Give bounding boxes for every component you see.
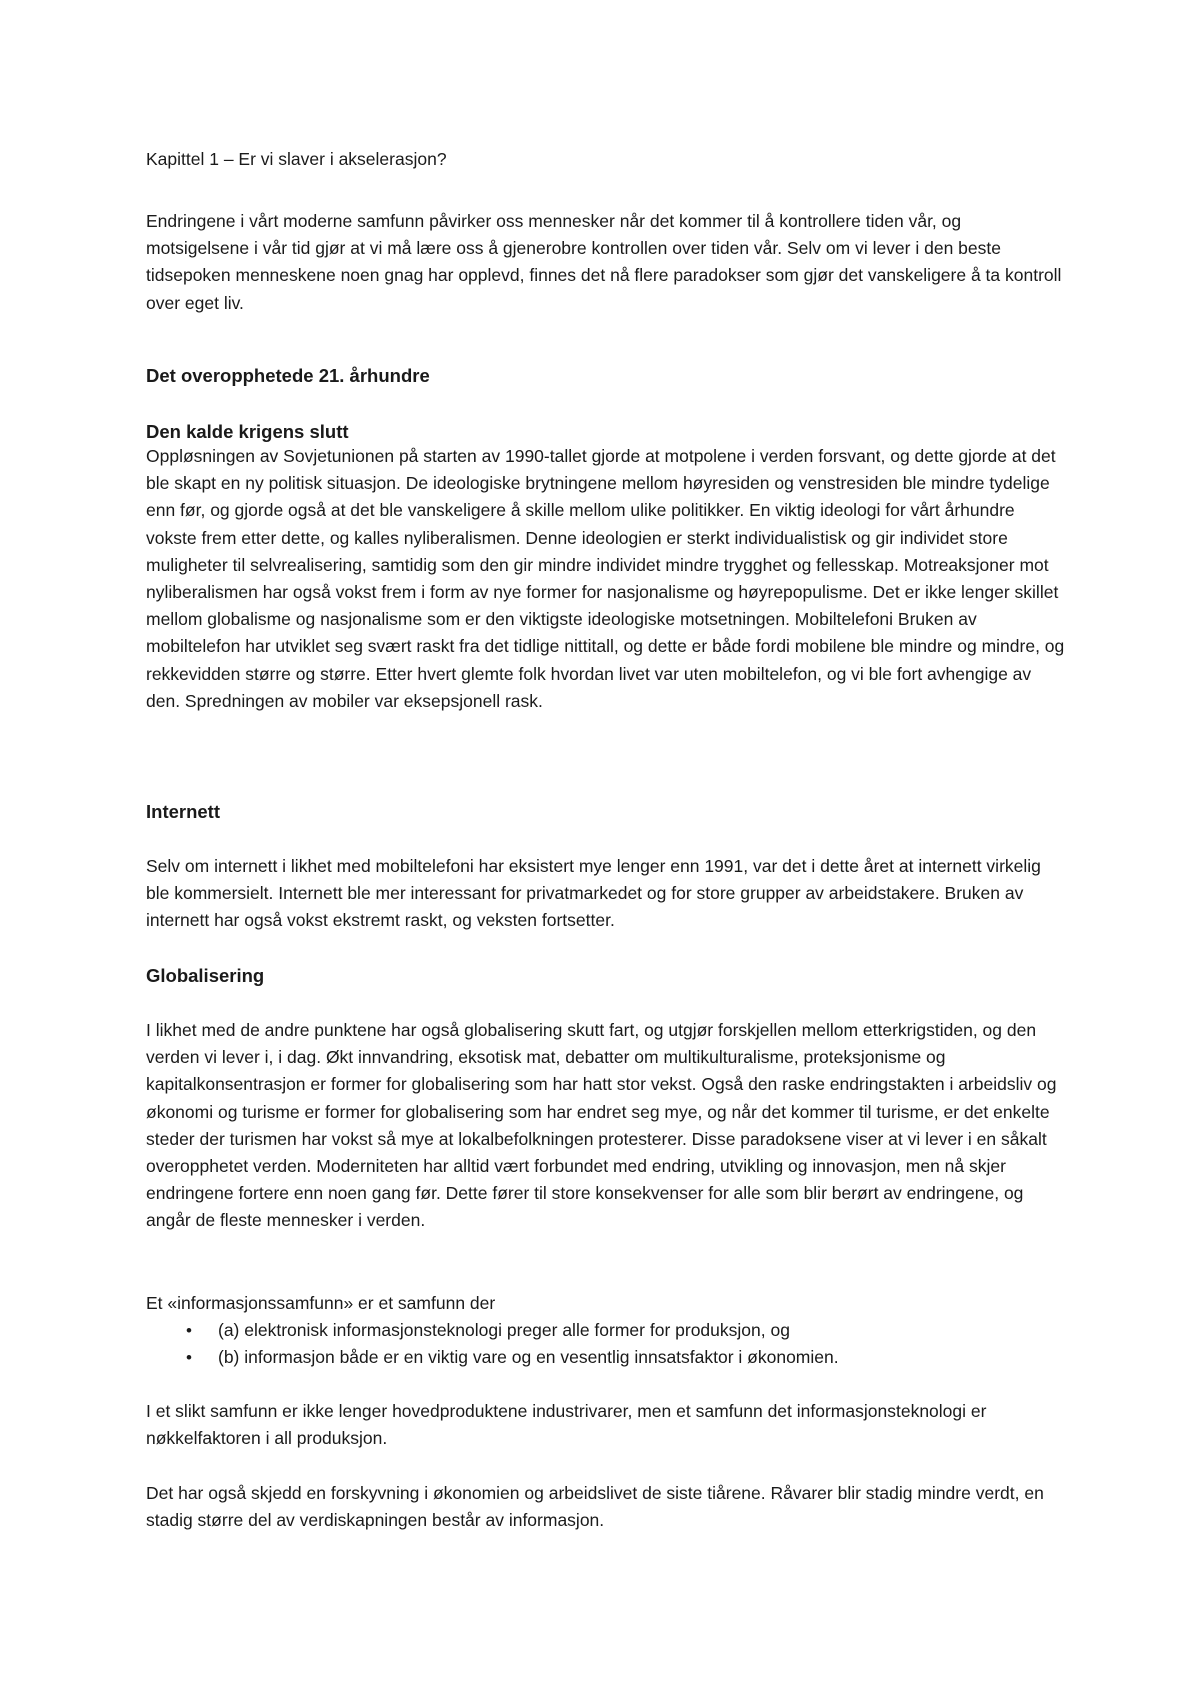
cold-war-paragraph: Oppløsningen av Sovjetunionen på starten av 1990-tallet gjorde at motpolene i verden forsvant, og dette gjorde at det ble skapt en ny politisk situasjon. De ideologiske brytningene mellom høyresiden og venstresiden ble mindre tydelige enn før, og gjorde også at det ble vanskeligere å skille mellom ulike politikker. En viktig ideologi for vårt århundre vokste frem etter dette, og kalles nyliberalismen. Denne ideologien er sterkt individualistisk og gir individet store muligheter til selvrealisering, samtidig som den gir mindre individet mindre trygghet og fellesskap. Motreaksjoner mot nyliberalismen har også vokst frem i form av nye former for nasjonalisme og høyrepopulisme. Det er ikke lenger skillet mellom globalisme og nasjonalisme som er den viktigste ideologiske motsetningen. Mobiltelefoni Bruken av mobiltelefon har utviklet seg svært raskt fra det tidlige nittitall, og dette er både fordi mobilene ble mindre og mindre, og rekkevidden større og større. Etter hvert glemte folk hvordan livet var uten mobiltelefon, og vi ble fort avhengige av den. Spredningen av mobiler var eksepsjonell rask. — [146, 446, 1065, 711]
section-heading: Det overopphetede 21. århundre — [146, 365, 430, 386]
chapter-title: Kapittel 1 – Er vi slaver i akselerasjon? — [146, 149, 447, 169]
list-item-text: (b) informasjon både er en viktig vare og en vesentlig innsatsfaktor i økonomien. — [218, 1347, 839, 1368]
intro-paragraph: Endringene i vårt moderne samfunn påvirker oss mennesker når det kommer til å kontrollere tiden vår, og motsigelsene i vår tid gjør at vi må lære oss å gjenerobre kontrollen over tiden vår. Selv om vi lever i den beste tidsepoken menneskene noen gnag har opplevd, finnes det nå flere paradokser som gjør det vanskeligere å ta kontroll over eget liv. — [146, 211, 1062, 313]
globalization-heading: Globalisering — [146, 965, 265, 986]
internet-paragraph: Selv om internett i likhet med mobiltelefoni har eksistert mye lenger enn 1991, var det i dette året at internett virkelig ble kommersielt. Internett ble mer interessant for privatmarkedet og for store grupper av arbeidstakere. Bruken av internett har også vokst ekstremt raskt, og veksten fortsetter. — [146, 856, 1041, 931]
cold-war-heading: Den kalde krigens slutt — [146, 421, 349, 442]
list-item-text: (a) elektronisk informasjonsteknologi preger alle former for produksjon, og — [218, 1320, 790, 1340]
info-society-paragraph-1: I et slikt samfunn er ikke lenger hovedproduktene industrivarer, men et samfunn det informasjonsteknologi er nøkkelfaktoren i all produksjon. — [146, 1401, 987, 1449]
info-society-list — [146, 1317, 1066, 1371]
internet-heading: Internett — [146, 801, 220, 822]
bullet-icon: • — [186, 1348, 192, 1368]
info-society-intro: Et «informasjonssamfunn» er et samfunn der — [146, 1293, 496, 1313]
list-item — [146, 1317, 1066, 1344]
list-item — [146, 1344, 1066, 1371]
globalization-paragraph: I likhet med de andre punktene har også globalisering skutt fart, og utgjør forskjellen mellom etterkrigstiden, og den verden vi lever i, i dag. Økt innvandring, eksotisk mat, debatter om multikulturalisme, proteksjonisme og kapitalkonsentrasjon er former for globalisering som har hatt stor vekst. Også den raske endringstakten i arbeidsliv og økonomi og turisme er former for globalisering som har endret seg mye, og når det kommer til turisme, er det enkelte steder der turismen har vokst så mye at lokalbefolkningen protesterer. Disse paradoksene viser at vi lever i en såkalt overopphetet verden. Moderniteten har alltid vært forbundet med endring, utvikling og innovasjon, men nå skjer endringene fortere enn noen gang før. Dette fører til store konsekvenser for alle som blir berørt av endringene, og angår de fleste mennesker i verden. — [146, 1020, 1057, 1231]
bullet-icon: • — [186, 1321, 192, 1340]
info-society-paragraph-2: Det har også skjedd en forskyvning i økonomien og arbeidslivet de siste tiårene. Råvarer blir stadig mindre verdt, en stadig større del av verdiskapningen består av informasjon. — [146, 1483, 1044, 1531]
